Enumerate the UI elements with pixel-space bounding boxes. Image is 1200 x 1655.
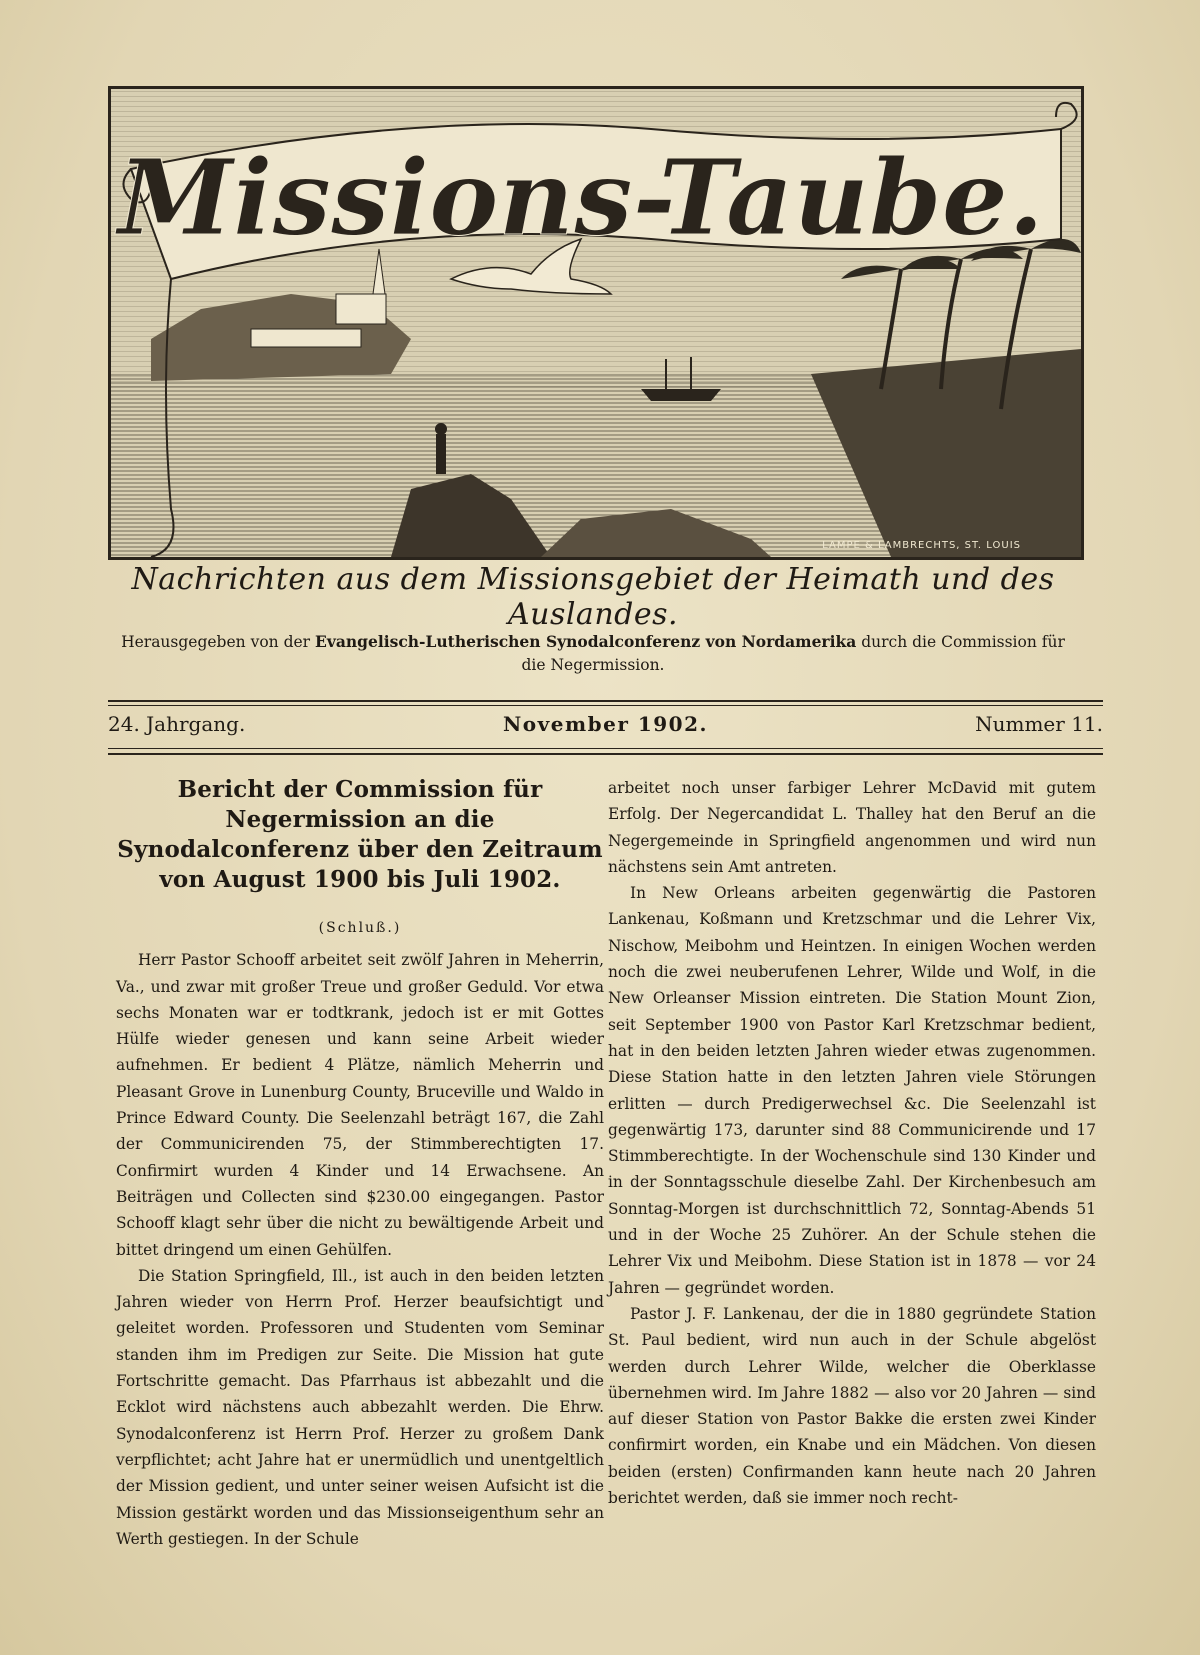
engraver-credit: LAMPE & LAMBRECHTS, ST. LOUIS <box>822 540 1021 551</box>
issue-number: Nummer 11. <box>975 712 1103 736</box>
masthead-title: Missions-Taube. <box>117 136 1045 259</box>
issue-info-line <box>108 712 1103 744</box>
article-column-right <box>608 775 1096 1511</box>
masthead-illustration <box>111 89 1081 557</box>
publisher-pre: Herausgegeben von der <box>121 633 311 651</box>
left-paragraph-1: Herr Pastor Schooff arbeitet seit zwölf Jahren in Meherrin, Va., und zwar mit großer Treue und großer Geduld. Vor etwa sechs Monaten war er todtkrank, jedoch ist er mit Gottes Hülfe wieder genesen und kann seine Arbeit wieder aufnehmen. Er bedient 4 Plätze, nämlich Meherrin und Pleasant Grove in Lunenburg County, Bruceville und Waldo in Prince Edward County. Die Seelenzahl beträgt 167, die Zahl der Communicirenden 75, der Stimmberechtigten 17. Confirmirt wurden 4 Kinder und 14 Erwachsene. An Beiträgen und Collecten sind $230.00 eingegangen. Pastor Schooff klagt sehr über die nicht zu bewältigende Arbeit und bittet dringend um einen Gehülfen. <box>116 951 604 1259</box>
left-paragraph-2: Die Station Springfield, Ill., ist auch in den beiden letzten Jahren wieder von Herrn Prof. Herzer beaufsichtigt und geleitet worden. Professoren und Studenten vom Seminar standen ihm im Predigen zur Seite. Die Mission hat gute Fortschritte gemacht. Das Pfarrhaus ist abbezahlt und die Ecklot wird nächstens auch abbezahlt werden. Die Ehrw. Synodalconferenz ist Herrn Prof. Herzer zu großem Dank verpflichtet; acht Jahre hat er unermüdlich und unentgeltlich der Mission gedient, und unter seiner weisen Aufsicht ist die Mission gestärkt worden und das Missionseigenthum sehr an Werth gestiegen. In der Schule <box>116 1266 604 1548</box>
rule-top-1 <box>108 700 1103 702</box>
volume-label: 24. Jahrgang. <box>108 712 246 736</box>
publisher-post: durch die Commission für die Negermission. <box>521 633 1065 674</box>
right-paragraph-2: In New Orleans arbeiten gegenwärtig die Pastoren Lankenau, Koßmann und Kretzschmar und die Lehrer Vix, Nischow, Meibohm und Heintzen. In einigen Wochen werden noch die zwei neuberufenen Lehrer, Wilde und Wolf, in die New Orleanser Mission eintreten. Die Station Mount Zion, seit September 1900 von Pastor Karl Kretzschmar bedient, hat in den beiden letzten Jahren wieder etwas zugenommen. Diese Station hatte in den letzten Jahren viele Störungen erlitten — durch Predigerwechsel &c. Die Seelenzahl ist gegenwärtig 173, darunter sind 88 Communicirende und 17 Stimmberechtigte. In der Wochenschule sind 130 Kinder und in der Sonntagsschule dieselbe Zahl. Der Kirchenbesuch am Sonntag-Morgen ist durchschnittlich 72, Sonntag-Abends 51 und in der Woche 25 Zuhörer. An der Schule stehen die Lehrer Vix und Meibohm. Diese Station ist in 1878 — vor 24 Jahren — gegründet worden. <box>608 884 1096 1297</box>
masthead-engraving <box>108 86 1084 560</box>
issue-date: November 1902. <box>503 712 708 736</box>
right-paragraph-3: Pastor J. F. Lankenau, der die in 1880 gegründete Station St. Paul bedient, wird nun auch in der Schule abgelöst werden durch Lehrer Wilde, welcher die Oberklasse übernehmen wird. Im Jahre 1882 — also vor 20 Jahren — sind auf dieser Station von Pastor Bakke die ersten zwei Kinder confirmirt worden, ein Knabe und ein Mädchen. Von diesen beiden (ersten) Confirmanden kann heute nach 20 Jahren berichtet werden, daß sie immer noch recht- <box>608 1304 1096 1508</box>
continuation-note: (Schluß.) <box>318 920 402 936</box>
rule-bottom-2 <box>108 753 1103 755</box>
article-column-left <box>116 775 604 1552</box>
masthead-subtitle: Nachrichten aus dem Missionsgebiet der Heimath und des Auslandes. <box>131 562 1055 632</box>
article-headline: Bericht der Commission für Negermission an die Synodalconferenz über den Zeitraum von August 1900 bis Juli 1902. <box>117 776 603 893</box>
publisher-line <box>108 630 1078 677</box>
publisher-organisation: Evangelisch-Lutherischen Synodalconferenz von Nordamerika <box>315 632 857 651</box>
rule-top-2 <box>108 705 1103 706</box>
right-paragraph-1: arbeitet noch unser farbiger Lehrer McDavid mit gutem Erfolg. Der Negercandidat L. Thalley hat den Beruf an die Negergemeinde in Springfield angenommen und wird nun nächstens sein Amt antreten. <box>608 779 1096 876</box>
rule-bottom-1 <box>108 748 1103 749</box>
